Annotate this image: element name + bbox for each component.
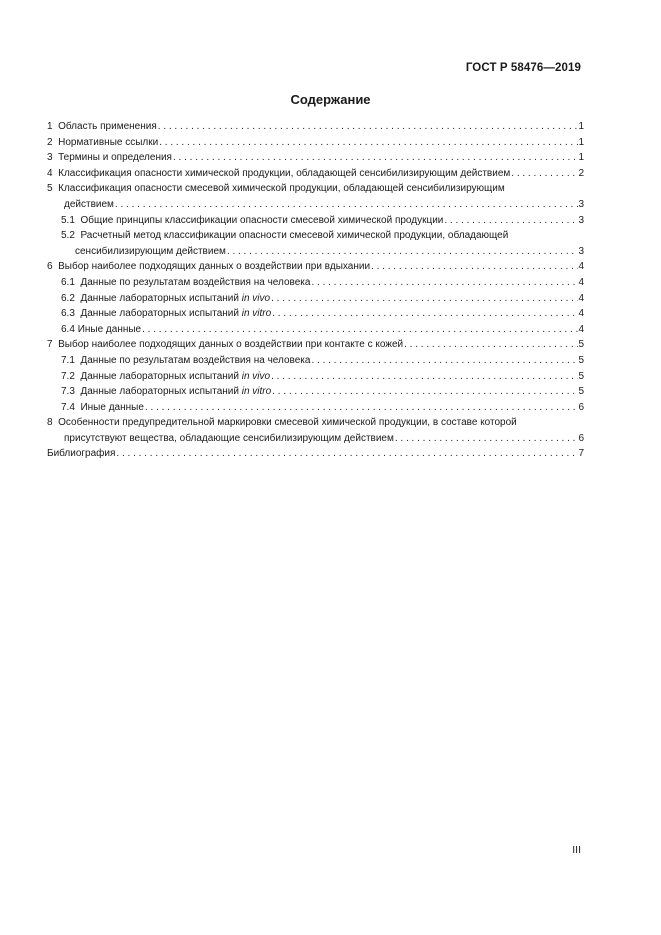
toc-entry-title: Данные лабораторных испытаний xyxy=(80,386,239,398)
toc-entry-5-1[interactable] xyxy=(47,213,584,229)
dot-leader xyxy=(270,291,578,307)
toc-entry-title: Классификация опасности химической продукции, обладающей сенсибилизирующим действием xyxy=(58,167,511,179)
toc-entry-italic: in vivo xyxy=(241,292,271,304)
toc-entry-number: 7.4 xyxy=(61,401,75,413)
toc-entry-title: Нормативные ссылки xyxy=(58,136,159,148)
toc-entry-8[interactable] xyxy=(47,415,584,446)
dot-leader xyxy=(115,446,578,462)
toc-entry-6-3[interactable] xyxy=(47,306,584,322)
toc-entry-number: 5.1 xyxy=(61,214,75,226)
toc-entry-5-2[interactable] xyxy=(47,228,584,259)
toc-entry-page: 1 xyxy=(578,136,584,148)
standard-number: ГОСТ Р 58476—2019 xyxy=(465,62,581,74)
dot-leader xyxy=(510,166,578,182)
toc-entry-title: Данные лабораторных испытаний xyxy=(80,308,239,320)
dot-leader xyxy=(271,306,578,322)
toc-entry-page: 4 xyxy=(578,292,584,304)
toc-entry-number: 6.1 xyxy=(61,276,75,288)
toc-entry-page: 4 xyxy=(578,276,584,288)
toc-entry-7-3[interactable] xyxy=(47,384,584,400)
toc-entry-page: 4 xyxy=(578,261,584,273)
toc-entry-page: 5 xyxy=(578,354,584,366)
toc-entry-7-2[interactable] xyxy=(47,369,584,385)
toc-entry-6[interactable] xyxy=(47,259,584,275)
toc-entry-title: Иные данные xyxy=(80,401,144,413)
toc-entry-title: Термины и определения xyxy=(58,152,172,164)
toc-entry-number: 6.4 xyxy=(61,323,75,335)
toc-entry-page: 5 xyxy=(578,339,584,351)
toc-entry-page: 4 xyxy=(578,323,584,335)
page-number: III xyxy=(572,844,581,856)
toc-entry-page: 2 xyxy=(578,167,584,179)
toc-entry-3[interactable] xyxy=(47,150,584,166)
toc-entry-title: Иные данные xyxy=(77,323,142,335)
toc-entry-6-1[interactable] xyxy=(47,275,584,291)
toc-entry-number: 6 xyxy=(47,261,53,273)
toc-entry-title-line1: Расчетный метод классификации опасности смесевой химической продукции, обладающей xyxy=(80,230,509,242)
toc-entry-number: 8 xyxy=(47,417,53,429)
toc-entry-number: 1 xyxy=(47,121,53,132)
toc-entry-page: 5 xyxy=(578,386,584,398)
dot-leader xyxy=(310,353,578,369)
toc-entry-title-line2: действием xyxy=(64,198,114,210)
toc-entry-title: Данные по результатам воздействия на человека xyxy=(80,354,311,366)
toc-entry-page: 1 xyxy=(578,121,584,132)
toc-entry-7[interactable] xyxy=(47,337,584,353)
toc-entry-number: 4 xyxy=(47,167,53,179)
toc-entry-title: Данные по результатам воздействия на человека xyxy=(80,276,311,288)
toc-entry-bibliography[interactable] xyxy=(47,446,584,462)
toc-entry-title: Область применения xyxy=(58,121,157,132)
toc-entry-6-2[interactable] xyxy=(47,291,584,307)
dot-leader xyxy=(141,322,578,338)
toc-entry-title-line2: сенсибилизирующим действием xyxy=(75,245,226,257)
toc-entry-5[interactable] xyxy=(47,181,584,212)
toc-entry-2[interactable] xyxy=(47,135,584,151)
dot-leader xyxy=(270,369,578,385)
toc-entry-page: 6 xyxy=(578,432,584,444)
dot-leader xyxy=(158,135,578,151)
toc-entry-title: Данные лабораторных испытаний xyxy=(80,292,239,304)
toc-entry-1[interactable] xyxy=(47,119,584,135)
toc-entry-title: Выбор наиболее подходящих данных о воздействии при контакте с кожей xyxy=(58,339,404,351)
dot-leader xyxy=(370,259,578,275)
toc-entry-number: 7 xyxy=(47,339,53,351)
toc-entry-number: 3 xyxy=(47,152,53,164)
dot-leader xyxy=(226,244,579,260)
dot-leader xyxy=(310,275,578,291)
toc-entry-6-4[interactable] xyxy=(47,322,584,338)
toc-entry-number: 5.2 xyxy=(61,230,75,242)
toc-entry-title-line1: Классификация опасности смесевой химической продукции, обладающей сенсибилизирующим xyxy=(58,183,505,195)
dot-leader xyxy=(403,337,578,353)
toc-entry-number: 6.2 xyxy=(61,292,75,304)
toc-entry-title: Данные лабораторных испытаний xyxy=(80,370,239,382)
toc-entry-4[interactable] xyxy=(47,166,584,182)
toc-entry-number: 7.1 xyxy=(61,354,75,366)
dot-leader xyxy=(157,119,579,135)
dot-leader xyxy=(443,213,578,229)
toc-entry-page: 3 xyxy=(578,245,584,257)
toc-entry-page: 6 xyxy=(578,401,584,413)
toc-entry-italic: in vitro xyxy=(241,386,272,398)
toc-entry-page: 1 xyxy=(578,152,584,164)
toc-entry-title-line2: присутствуют вещества, обладающие сенсибилизирующим действием xyxy=(64,432,394,444)
toc-entry-page: 5 xyxy=(578,370,584,382)
toc-entry-number: 7.3 xyxy=(61,386,75,398)
toc-entry-italic: in vitro xyxy=(241,308,272,320)
toc-entry-page: 4 xyxy=(578,308,584,320)
toc-entry-italic: in vivo xyxy=(241,370,271,382)
page-title: Содержание xyxy=(290,92,371,107)
table-of-contents xyxy=(47,119,584,462)
toc-entry-title: Общие принципы классификации опасности смесевой химической продукции xyxy=(80,214,444,226)
toc-entry-title: Выбор наиболее подходящих данных о воздействии при вдыхании xyxy=(58,261,371,273)
toc-entry-number: 2 xyxy=(47,136,53,148)
dot-leader xyxy=(114,197,579,213)
dot-leader xyxy=(172,150,578,166)
toc-entry-7-1[interactable] xyxy=(47,353,584,369)
toc-entry-page: 3 xyxy=(578,214,584,226)
dot-leader xyxy=(144,400,579,416)
toc-entry-page: 7 xyxy=(578,448,584,460)
toc-entry-7-4[interactable] xyxy=(47,400,584,416)
toc-entry-number: 6.3 xyxy=(61,308,75,320)
dot-leader xyxy=(271,384,578,400)
toc-entry-page: 3 xyxy=(578,198,584,210)
dot-leader xyxy=(394,431,579,447)
toc-entry-number: 5 xyxy=(47,183,53,195)
toc-entry-number: 7.2 xyxy=(61,370,75,382)
toc-entry-title-line1: Особенности предупредительной маркировки смесевой химической продукции, в составе которой xyxy=(58,417,517,429)
toc-entry-title: Библиография xyxy=(47,448,116,460)
